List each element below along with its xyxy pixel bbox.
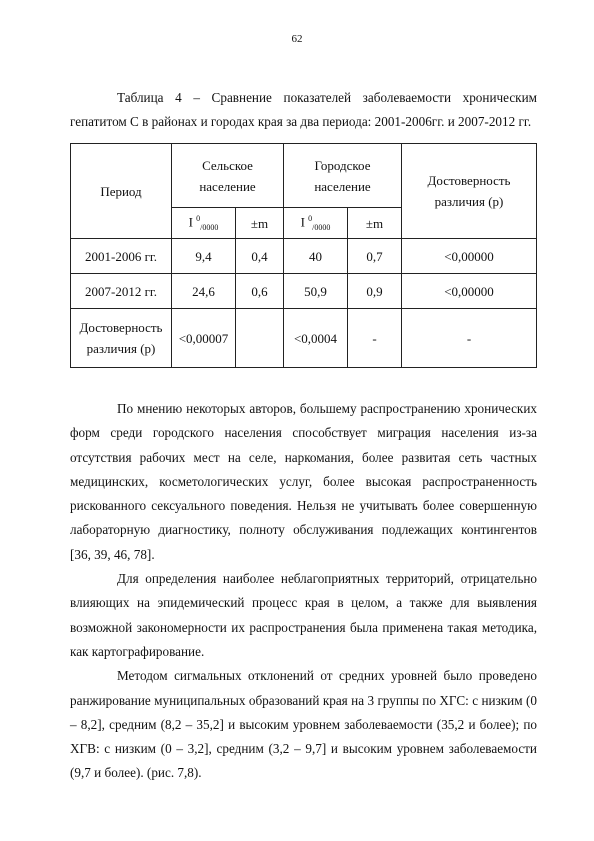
comparison-table bbox=[70, 143, 537, 368]
overall-reliability: - bbox=[402, 309, 537, 368]
page-number: 62 bbox=[291, 33, 303, 45]
urban-error: 0,9 bbox=[348, 274, 402, 309]
paragraph-line: [36, 39, 46, 78]. bbox=[70, 546, 155, 562]
paragraph-3 bbox=[70, 664, 537, 785]
paragraph-line: По мнению некоторых авторов, большему распространению хронических bbox=[117, 401, 537, 416]
paragraph-line: ранжирование муниципальных образований края на 3 группы по ХГС: с низким (0 bbox=[70, 692, 537, 708]
body-text bbox=[70, 397, 537, 786]
table-row bbox=[71, 239, 537, 274]
rural-error: 0,6 bbox=[236, 274, 284, 309]
table-row bbox=[71, 309, 537, 368]
paragraph-line: ХГВ: с низким (0 – 3,2], средним (3,2 – 9,7] и высоким уровнем заболеваемости bbox=[70, 741, 537, 757]
header-urban-pm: ±m bbox=[348, 208, 402, 239]
table-caption bbox=[70, 86, 537, 134]
header-urban-incidence: I $^0_{/0000}$ bbox=[284, 208, 348, 239]
paragraph-line: – 8,2], средним (8,2 – 35,2] и высоким уровнем заболеваемости (35,2 и более); по bbox=[70, 716, 537, 732]
paragraph-line: лабораторную диагностику, полноту обслуживания подлежащих контингентов bbox=[70, 522, 537, 538]
urban-incidence-reliability: <0,0004 bbox=[284, 309, 348, 368]
table-row bbox=[71, 274, 537, 309]
row-period: 2001-2006 гг. bbox=[71, 239, 172, 274]
header-rural-incidence: I $^0_{/0000}$ bbox=[172, 208, 236, 239]
header-urban: Городское население bbox=[284, 144, 402, 208]
urban-incidence: 50,9 bbox=[284, 274, 348, 309]
row-reliability: <0,00000 bbox=[402, 239, 537, 274]
paragraph-line: рискованного сексуального поведения. Нельзя не учитывать более совершенную bbox=[70, 498, 537, 514]
rural-error-reliability bbox=[236, 309, 284, 368]
paragraph-2 bbox=[70, 567, 537, 664]
row-reliability: <0,00000 bbox=[402, 274, 537, 309]
rural-incidence: 24,6 bbox=[172, 274, 236, 309]
paragraph-line: влияющих на эпидемический процесс края в целом, а также для выявления bbox=[70, 595, 537, 611]
paragraph-line: Методом сигмальных отклонений от средних уровней было проведено bbox=[117, 668, 537, 684]
paragraph-line: медицинских, косметологических услуг, более высокая распространенность bbox=[70, 473, 537, 489]
urban-error: 0,7 bbox=[348, 239, 402, 274]
caption-line-2: гепатитом С в районах и городах края за два периода: 2001-2006гг. и 2007-2012 гг. bbox=[70, 114, 532, 129]
paragraph-line: как картографирование. bbox=[70, 643, 205, 659]
header-period: Период bbox=[71, 144, 172, 239]
paragraph-1 bbox=[70, 397, 537, 567]
rural-incidence-reliability: <0,00007 bbox=[172, 309, 236, 368]
header-rural: Сельское население bbox=[172, 144, 284, 208]
paragraph-line: Для определения наиболее неблагоприятных территорий, отрицательно bbox=[117, 571, 537, 587]
paragraph-line: (9,7 и более). (рис. 7,8). bbox=[70, 765, 202, 781]
paragraph-line: отсутствия рабочих мест на селе, наркомания, более развитая сеть частных bbox=[70, 449, 537, 465]
rural-error: 0,4 bbox=[236, 239, 284, 274]
urban-error-reliability: - bbox=[348, 309, 402, 368]
paragraph-line: возможной закономерности их распространения была применена такая методика, bbox=[70, 619, 537, 635]
paragraph-line: форм среди городского населения способствует миграция населения из-за bbox=[70, 425, 537, 441]
urban-incidence: 40 bbox=[284, 239, 348, 274]
caption-line-1: Таблица 4 – Сравнение показателей заболеваемости хроническим bbox=[117, 90, 537, 105]
header-rural-pm: ±m bbox=[236, 208, 284, 239]
rural-incidence: 9,4 bbox=[172, 239, 236, 274]
row-period: 2007-2012 гг. bbox=[71, 274, 172, 309]
row-label-reliability: Достоверность различия (р) bbox=[71, 309, 172, 368]
header-reliability: Достоверность различия (р) bbox=[402, 144, 537, 239]
